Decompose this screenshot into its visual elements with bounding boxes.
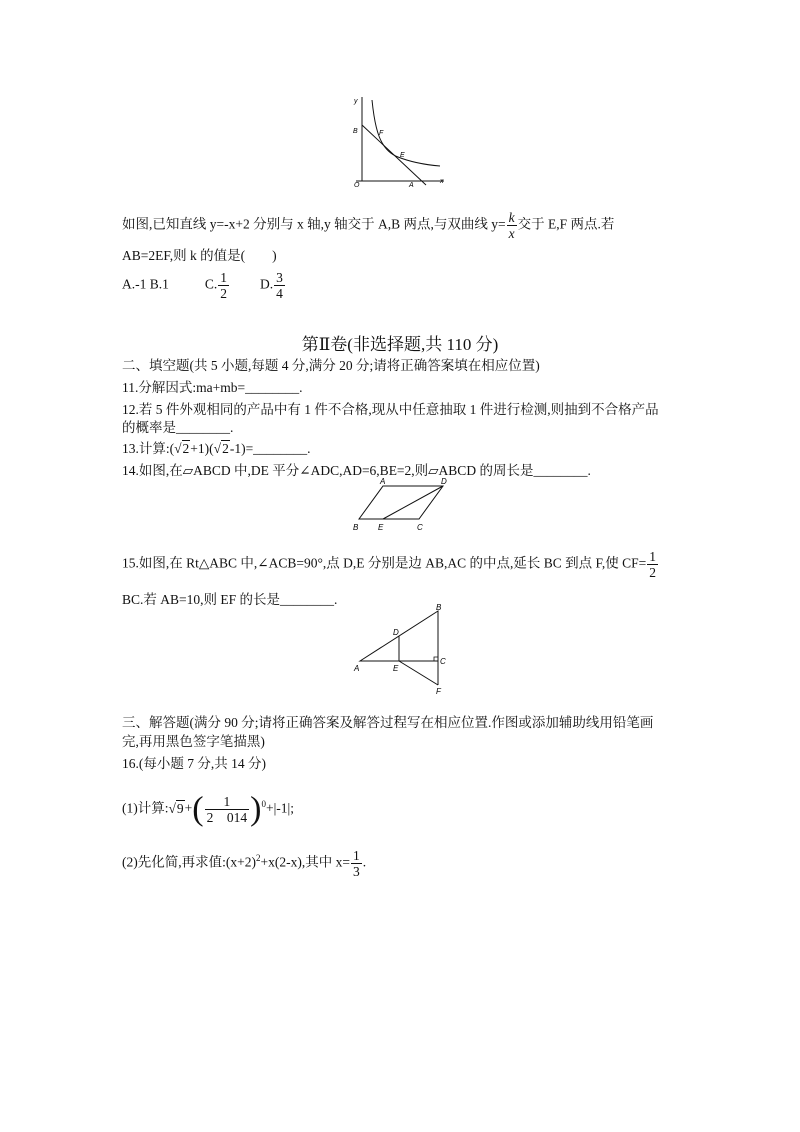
q15-fraction [647, 549, 658, 580]
para-label-e: E [378, 523, 384, 532]
right-angle-mark [434, 657, 438, 661]
q13-suffix: -1)=________. [229, 441, 311, 456]
q15-frac-num: 1 [649, 549, 657, 564]
segment-de [383, 486, 443, 519]
q16-2-sup: 2 [255, 853, 261, 863]
parallelogram-figure [345, 477, 460, 537]
q15-text-prefix: 15.如图,在 Rt△ABC 中,∠ACB=90°,点 D,E 分别是边 AB,AC 的中点,延长 BC 到点 F,使 CF= [122, 555, 647, 571]
q15-line1 [122, 549, 659, 580]
para-label-c: C [417, 523, 423, 532]
para-label-b: B [353, 523, 359, 532]
q16-part1 [122, 786, 294, 827]
para-label-d: D [441, 477, 447, 486]
tri-label-e: E [393, 664, 399, 673]
tri-label-d: D [393, 628, 399, 637]
para-label-a: A [380, 477, 386, 486]
graph-label-o: O [354, 182, 360, 189]
graph-label-x: x [440, 178, 444, 185]
q16-1-den: 2 014 [206, 809, 248, 825]
hyperbola-line-graph [348, 95, 448, 190]
answer-heading-line2: 完,再用黑色签字笔描黑) [122, 734, 265, 749]
q16-1-radicand: 9 [176, 800, 184, 816]
q10-option-c-label: C. [204, 276, 218, 292]
q16-2-num: 1 [352, 847, 360, 863]
parallelogram-abcd [359, 486, 443, 519]
q16-2-prefix: (2)先化简,再求值:(x+2) [122, 854, 256, 870]
q16-2-den: 3 [352, 863, 360, 879]
q10-option-c-den: 2 [220, 286, 228, 301]
graph-label-e: E [400, 152, 405, 159]
q16-1-left-paren: ( [192, 790, 204, 828]
q10-option-c-num: 1 [220, 270, 228, 285]
section2-title: 第Ⅱ卷(非选择题,共 110 分) [301, 335, 499, 354]
q10-options [122, 270, 286, 301]
q10-line2: AB=2EF,则 k 的值是( ) [122, 248, 277, 263]
q15-line2: BC.若 AB=10,则 EF 的长是________. [122, 592, 338, 607]
q10-frac-den: x [508, 226, 515, 241]
q16-1-sqrt: √9 [168, 800, 184, 816]
q12-line2: 的概率是________. [122, 420, 234, 435]
tri-label-a: A [354, 664, 360, 673]
q16-title: 16.(每小题 7 分,共 14 分) [122, 756, 266, 771]
q10-option-c-fraction [218, 270, 229, 301]
right-triangle-figure [350, 603, 460, 698]
q13 [122, 440, 311, 458]
q16-1-exponent: 0 [261, 799, 266, 809]
graph-label-a: A [409, 182, 414, 189]
q11: 11.分解因式:ma+mb=________. [122, 380, 303, 395]
q16-1-plus: + [184, 800, 193, 816]
graph-label-b: B [353, 128, 358, 135]
q15-frac-den: 2 [649, 565, 657, 580]
q16-1-fraction [205, 794, 250, 825]
q10-text-suffix: 交于 E,F 两点.若 [517, 216, 615, 232]
q14: 14.如图,在▱ABCD 中,DE 平分∠ADC,AD=6,BE=2,则▱ABCD 的周长是________. [122, 463, 591, 478]
q10-option-d-den: 4 [276, 286, 283, 301]
q16-2-fraction [351, 848, 362, 879]
tri-label-f: F [436, 687, 441, 696]
q13-mid: +1)( [190, 441, 214, 456]
q10-frac-num: k [508, 210, 515, 225]
q13-sqrt-1: √2 [174, 441, 190, 456]
q16-2-mid: +x(2-x),其中 x= [260, 854, 350, 870]
q13-sqrt-2: √2 [213, 441, 229, 456]
tri-label-c: C [440, 657, 446, 666]
q12-line1: 12.若 5 件外观相同的产品中有 1 件不合格,现从中任意抽取 1 件进行检测,则抽到不合格产品 [122, 402, 659, 417]
fill-in-heading: 二、填空题(共 5 小题,每题 4 分,满分 20 分;请将正确答案填在相应位置) [122, 358, 540, 373]
q16-1-right-paren: ) [250, 790, 262, 828]
q13-radicand-2: 2 [222, 441, 229, 456]
q10-line1 [122, 210, 614, 241]
q10-option-d-num: 3 [276, 270, 283, 285]
q13-prefix: 13.计算:( [122, 441, 175, 456]
straight-line [362, 125, 426, 185]
q10-option-d-fraction [274, 270, 285, 301]
q10-option-d-label: D. [260, 276, 274, 292]
q10-text-prefix: 如图,已知直线 y=-x+2 分别与 x 轴,y 轴交于 A,B 两点,与双曲线 y= [122, 216, 506, 232]
segment-ef [399, 661, 438, 685]
graph-label-f: F [379, 130, 384, 137]
q10-option-ab: A.-1 B.1 [122, 276, 169, 292]
answer-heading-line1: 三、解答题(满分 90 分;请将正确答案及解答过程写在相应位置.作图或添加辅助线用铅笔画 [122, 715, 654, 730]
tri-label-b: B [436, 603, 442, 612]
q16-2-suffix: . [362, 854, 367, 870]
graph-label-y: y [354, 98, 358, 105]
q16-1-num: 1 [223, 793, 231, 809]
q16-1-suffix: +|-1|; [265, 800, 294, 816]
q13-radicand-1: 2 [182, 441, 190, 456]
q16-part2 [122, 841, 366, 880]
q16-1-prefix: (1)计算: [122, 800, 169, 816]
q10-fraction-k-over-x [507, 210, 517, 241]
